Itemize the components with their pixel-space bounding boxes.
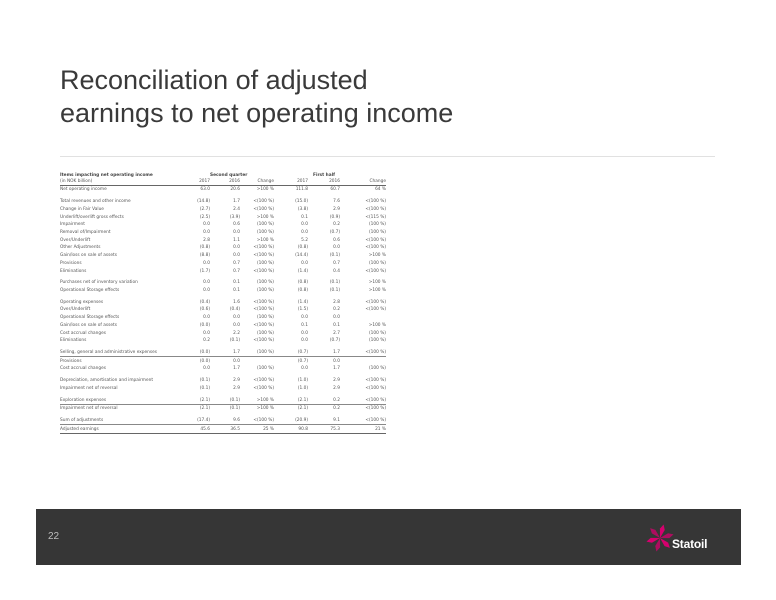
cell-value: 60.7	[330, 187, 340, 193]
cell-value: 9.1	[308, 417, 340, 425]
cell-value: (2.5)	[199, 214, 210, 220]
cell-value: (2.1)	[297, 406, 308, 412]
row-label: Change in Fair Value	[60, 206, 104, 212]
cell-value: 0.0	[233, 229, 240, 235]
cell-value: 45.6	[178, 425, 210, 434]
row-label: Operating expenses	[60, 299, 104, 305]
table-row	[60, 417, 386, 425]
cell-value: >100 %	[368, 322, 386, 328]
row-label: Sum of adjustments	[60, 417, 178, 425]
slide-title-line-2: earnings to net operating income	[60, 98, 454, 128]
cell-value: 2.9	[333, 378, 340, 384]
table-row	[60, 259, 386, 267]
table-row	[60, 314, 386, 322]
cell-value: 0.0	[301, 222, 308, 228]
cell-value: (100 %)	[256, 260, 274, 266]
cell-value: 0.7	[233, 268, 240, 274]
row-label: Removal of/Impairment	[60, 229, 111, 235]
cell-value: >100 %	[368, 287, 386, 293]
cell-value: 2.2	[233, 330, 240, 336]
cell-value: 1.7	[233, 366, 240, 372]
cell-value: 0.7	[333, 260, 340, 266]
row-label: Eliminations	[60, 338, 87, 344]
row-label: Gain/loss on sale of assets	[60, 322, 117, 328]
row-label: Purchases net of inventory variation	[60, 280, 138, 286]
column-header: 2016	[210, 178, 240, 186]
table-row	[60, 229, 386, 237]
cell-value: <(100 %)	[340, 396, 386, 404]
cell-value: 2.4	[233, 206, 240, 212]
cell-value: <(100 %)	[365, 307, 386, 313]
cell-value: (0.1)	[329, 280, 340, 286]
cell-value: 0.1	[333, 322, 340, 328]
cell-value: 0.0	[203, 229, 210, 235]
cell-value: (100 %)	[368, 330, 386, 336]
cell-value: 20.6	[230, 187, 240, 193]
cell-value: >100 %	[256, 406, 274, 412]
cell-value: >100 %	[368, 280, 386, 286]
row-label: Operational Storage effects	[60, 287, 120, 293]
cell-value: 1.7	[233, 199, 240, 205]
statoil-star-icon	[645, 522, 675, 554]
table-row	[60, 377, 386, 385]
table-row	[60, 244, 386, 252]
cell-value: 0.4	[333, 268, 340, 274]
cell-value: 0.2	[203, 338, 210, 344]
cell-value: 0.2	[333, 222, 340, 228]
cell-value: <(100 %)	[253, 253, 274, 259]
cell-value: (100 %)	[240, 349, 274, 357]
cell-value: (100 %)	[256, 229, 274, 235]
star-petal	[648, 526, 661, 539]
cell-value: (8.8)	[199, 253, 210, 259]
cell-value: >100 %	[256, 237, 274, 243]
statoil-logo	[645, 522, 717, 554]
cell-value: (20.9)	[274, 417, 308, 425]
cell-value: (1.5)	[297, 307, 308, 313]
cell-value: 2.8	[333, 299, 340, 305]
cell-value: (1.0)	[297, 378, 308, 384]
table-row	[60, 287, 386, 295]
cell-value: <(100 %)	[253, 322, 274, 328]
cell-value: 0.7	[233, 260, 240, 266]
table-row	[60, 322, 386, 330]
cell-value: (0.8)	[199, 245, 210, 251]
cell-value: 1.1	[233, 237, 240, 243]
cell-value: 0.0	[203, 280, 210, 286]
row-label: Total revenues and other income	[60, 199, 131, 205]
cell-value: 0.0	[233, 315, 240, 321]
row-label: Impairment	[60, 222, 85, 228]
table-row	[60, 279, 386, 287]
cell-value: <(100 %)	[365, 268, 386, 274]
cell-value: (14.4)	[295, 253, 308, 259]
cell-value: 0.0	[203, 366, 210, 372]
row-label: Operational Storage effects	[60, 315, 120, 321]
row-label: Gain/loss on sale of assets	[60, 253, 117, 259]
logo-text: Statoil	[672, 537, 708, 551]
cell-value: 36.5	[210, 425, 240, 434]
cell-value: (0.8)	[297, 280, 308, 286]
cell-value: 0.1	[233, 287, 240, 293]
column-header: Change	[240, 178, 274, 186]
cell-value: (0.1)	[329, 253, 340, 259]
cell-value: (0.1)	[210, 396, 240, 404]
table-row	[60, 205, 386, 213]
cell-value: 64 %	[375, 187, 386, 193]
cell-value: 0.0	[333, 315, 340, 321]
cell-value: <(100 %)	[365, 237, 386, 243]
cell-value: 1.7	[210, 349, 240, 357]
cell-value: 25 %	[240, 425, 274, 434]
cell-value: 75.3	[308, 425, 340, 434]
cell-value: 2.9	[333, 385, 340, 391]
cell-value: (0.1)	[199, 385, 210, 391]
column-header: 2016	[308, 178, 340, 186]
column-header: 2017	[274, 178, 308, 186]
cell-value: (0.7)	[329, 229, 340, 235]
cell-value: (2.7)	[199, 206, 210, 212]
cell-value: 0.0	[301, 338, 308, 344]
row-label: Exploration expenses	[60, 396, 178, 404]
table-row	[60, 385, 386, 393]
cell-value: 9.6	[210, 417, 240, 425]
cell-value: 0.2	[308, 396, 340, 404]
cell-value: 90.8	[274, 425, 308, 434]
table-body	[60, 186, 386, 434]
cell-value: (0.7)	[329, 338, 340, 344]
cell-value: <(100 %)	[365, 385, 386, 391]
table-row	[60, 349, 386, 357]
cell-value: 0.1	[233, 280, 240, 286]
cell-value: 63.0	[200, 187, 210, 193]
cell-value: >100 %	[256, 187, 274, 193]
table-row	[60, 186, 386, 194]
cell-value: 1.6	[233, 299, 240, 305]
cell-value: >100 %	[240, 396, 274, 404]
table-unit-label: (in NOK billion)	[60, 178, 178, 186]
cell-value: 0.0	[203, 260, 210, 266]
cell-value: 2.8	[203, 237, 210, 243]
table-row	[60, 298, 386, 306]
table-row	[60, 267, 386, 275]
cell-value: >100 %	[368, 253, 386, 259]
table-row	[60, 252, 386, 260]
cell-value: <(100 %)	[365, 406, 386, 412]
cell-value: (0.1)	[229, 338, 240, 344]
slide-title-line-1: Reconciliation of adjusted	[60, 65, 368, 95]
table-row	[60, 396, 386, 404]
cell-value: (100 %)	[256, 222, 274, 228]
table-row	[60, 198, 386, 206]
cell-value: (0.4)	[229, 307, 240, 313]
cell-value: (0.8)	[297, 245, 308, 251]
column-header: 2017	[178, 178, 210, 186]
cell-value: (100 %)	[368, 338, 386, 344]
page-number: 22	[48, 531, 60, 542]
cell-value: <(115 %)	[365, 214, 386, 220]
cell-value: <(100 %)	[365, 245, 386, 251]
cell-value: <(100 %)	[253, 378, 274, 384]
cell-value: (100 %)	[368, 222, 386, 228]
cell-value: 2.9	[233, 378, 240, 384]
cell-value: (0.1)	[329, 287, 340, 293]
row-label: Selling, general and administrative expenses	[60, 349, 178, 357]
cell-value: 7.6	[333, 199, 340, 205]
row-label: Impairment net of reversal	[60, 406, 118, 412]
cell-value: <(100 %)	[253, 299, 274, 305]
cell-value: 1.7	[333, 366, 340, 372]
cell-value: (0.1)	[229, 406, 240, 412]
star-petal	[658, 536, 671, 549]
cell-value: 0.0	[301, 366, 308, 372]
cell-value: 0.0	[333, 245, 340, 251]
table-row	[60, 404, 386, 412]
cell-value: 0.0	[233, 358, 240, 364]
cell-value: <(100 %)	[240, 417, 274, 425]
table-title: Items impacting net operating income	[60, 172, 153, 178]
cell-value: (2.1)	[178, 396, 210, 404]
row-label: Provisions	[60, 358, 82, 364]
footer-bar	[36, 509, 741, 565]
cell-value: 0.0	[233, 245, 240, 251]
table-row	[60, 221, 386, 229]
table-row	[60, 329, 386, 337]
cell-value: 1.7	[308, 349, 340, 357]
row-label: Impairment net of reversal	[60, 385, 118, 391]
cell-value: 2.9	[333, 206, 340, 212]
cell-value: (3.9)	[229, 214, 240, 220]
cell-value: (100 %)	[368, 229, 386, 235]
cell-value: 0.1	[301, 214, 308, 220]
cell-value	[240, 357, 274, 365]
cell-value: (100 %)	[256, 287, 274, 293]
cell-value: (3.8)	[297, 206, 308, 212]
cell-value: (0.0)	[178, 349, 210, 357]
cell-value: 0.0	[203, 330, 210, 336]
cell-value: (100 %)	[256, 366, 274, 372]
slide-title	[60, 64, 680, 130]
cell-value: 0.0	[203, 315, 210, 321]
reconciliation-table	[60, 172, 386, 434]
cell-value: (1.0)	[297, 385, 308, 391]
cell-value: 0.1	[301, 322, 308, 328]
row-label: Cost accrual changes	[60, 366, 107, 372]
cell-value: 0.6	[333, 237, 340, 243]
cell-value: 0.0	[301, 229, 308, 235]
cell-value: (100 %)	[256, 330, 274, 336]
cell-value: (17.4)	[178, 417, 210, 425]
cell-value: <(100 %)	[253, 385, 274, 391]
cell-value: <(100 %)	[340, 349, 386, 357]
cell-value: (1.4)	[297, 299, 308, 305]
cell-value: (0.0)	[199, 358, 210, 364]
table-row	[60, 357, 386, 365]
cell-value: <(100 %)	[253, 199, 274, 205]
table-row	[60, 365, 386, 373]
cell-value: 0.0	[333, 358, 340, 364]
cell-value: >100 %	[256, 214, 274, 220]
reconciliation-table-container	[60, 172, 386, 434]
cell-value: 0.0	[233, 322, 240, 328]
row-label: Depreciation, amortisation and impairment	[60, 378, 154, 384]
group-header-first-half: First half	[313, 172, 335, 178]
cell-value: <(100 %)	[365, 199, 386, 205]
cell-value: 0.6	[233, 222, 240, 228]
cell-value	[340, 314, 386, 322]
group-header-quarter: Second quarter	[210, 172, 248, 178]
cell-value: (100 %)	[256, 280, 274, 286]
cell-value: 111.8	[295, 187, 308, 193]
cell-value: (100 %)	[368, 260, 386, 266]
row-label: Eliminations	[60, 268, 87, 274]
cell-value: 0.0	[203, 287, 210, 293]
row-label: Over/Underlift	[60, 237, 91, 243]
cell-value: 0.0	[233, 253, 240, 259]
cell-value: 0.0	[301, 315, 308, 321]
row-label: Over/Underlift	[60, 307, 91, 313]
cell-value: 21 %	[340, 425, 386, 434]
row-label: Cost accrual changes	[60, 330, 107, 336]
cell-value: 2.9	[233, 385, 240, 391]
cell-value: 0.2	[333, 307, 340, 313]
table-row	[60, 306, 386, 314]
table-row	[60, 236, 386, 244]
table-row	[60, 337, 386, 345]
cell-value: (0.0)	[199, 322, 210, 328]
cell-value: (0.1)	[199, 378, 210, 384]
cell-value: (14.8)	[197, 199, 210, 205]
cell-value: (0.9)	[329, 214, 340, 220]
cell-value: <(100 %)	[365, 378, 386, 384]
cell-value: 0.0	[301, 330, 308, 336]
cell-value: (2.1)	[274, 396, 308, 404]
cell-value: (15.0)	[295, 199, 308, 205]
cell-value: (100 %)	[368, 366, 386, 372]
cell-value: (0.4)	[199, 299, 210, 305]
cell-value: <(100 %)	[365, 206, 386, 212]
row-label: Other Adjustments	[60, 245, 101, 251]
table-header-columns	[60, 178, 386, 186]
row-label: Provisions	[60, 260, 82, 266]
cell-value: <(100 %)	[253, 307, 274, 313]
column-header: Change	[340, 178, 386, 186]
cell-value: (0.7)	[274, 349, 308, 357]
cell-value: 0.0	[203, 222, 210, 228]
cell-value: (0.6)	[199, 307, 210, 313]
row-label: Net operating income	[60, 187, 107, 193]
cell-value: 0.2	[333, 406, 340, 412]
cell-value: <(100 %)	[340, 417, 386, 425]
cell-value: (0.8)	[297, 287, 308, 293]
cell-value: (100 %)	[256, 315, 274, 321]
table-row	[60, 425, 386, 434]
title-divider	[60, 156, 715, 157]
cell-value: <(100 %)	[253, 268, 274, 274]
cell-value: 5.2	[301, 237, 308, 243]
cell-value: 2.7	[333, 330, 340, 336]
cell-value: (1.7)	[199, 268, 210, 274]
table-row	[60, 213, 386, 221]
cell-value: 0.0	[301, 260, 308, 266]
cell-value: (1.4)	[297, 268, 308, 274]
cell-value: <(100 %)	[253, 338, 274, 344]
cell-value: <(100 %)	[253, 245, 274, 251]
cell-value: <(100 %)	[365, 299, 386, 305]
cell-value	[340, 357, 386, 365]
row-label: Adjusted earnings	[60, 425, 178, 434]
cell-value: (2.1)	[199, 406, 210, 412]
row-label: Underlift/overlift gross effects	[60, 214, 124, 220]
cell-value: (0.7)	[297, 358, 308, 364]
cell-value: <(100 %)	[253, 206, 274, 212]
